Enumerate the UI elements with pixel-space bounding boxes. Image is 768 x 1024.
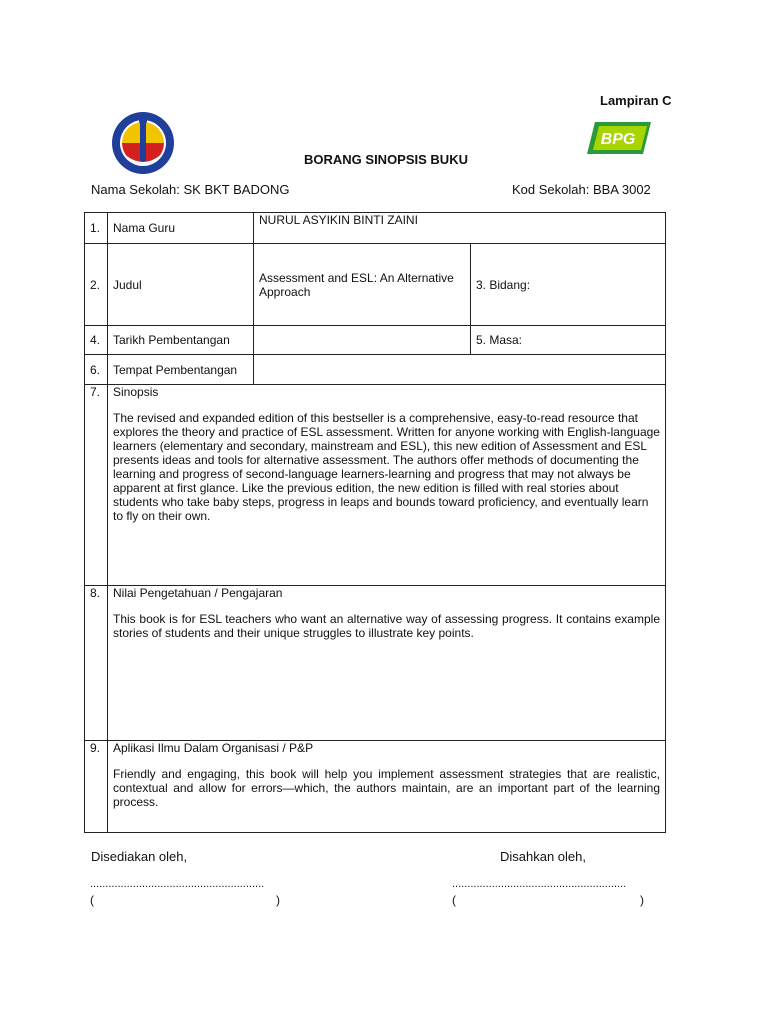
synopsis-form-table [84, 212, 666, 833]
presentation-date-label: Tarikh Pembentangan [108, 326, 254, 355]
row-synopsis [85, 385, 666, 586]
row-number: 4. [85, 326, 108, 355]
row-application [85, 741, 666, 833]
synopsis-label: Sinopsis [113, 385, 159, 399]
row-number: 8. [85, 586, 108, 741]
synopsis-cell[interactable] [108, 385, 666, 586]
knowledge-value-text: This book is for ESL teachers who want an alternative way of assessing progress. It contains example stories of students and their unique struggles to illustrate key points. [113, 612, 660, 640]
row-number: 2. [85, 244, 108, 326]
teacher-name-label: Nama Guru [108, 213, 254, 244]
title-value[interactable]: Assessment and ESL: An Alternative Approach [254, 244, 471, 326]
form-title: BORANG SINOPSIS BUKU [304, 152, 468, 167]
prepared-name-open-paren: ( [90, 893, 94, 907]
title-label: Judul [108, 244, 254, 326]
row-title [85, 244, 666, 326]
approved-name-open-paren: ( [452, 893, 456, 907]
knowledge-value-cell[interactable] [108, 586, 666, 741]
application-cell[interactable] [108, 741, 666, 833]
school-code: Kod Sekolah: BBA 3002 [512, 182, 651, 197]
row-number: 6. [85, 355, 108, 385]
row-teacher-name [85, 213, 666, 244]
row-number: 7. [85, 385, 108, 586]
prepared-name-close-paren: ) [276, 893, 280, 907]
prepared-by-label: Disediakan oleh, [91, 849, 188, 864]
approved-by-label: Disahkan oleh, [500, 849, 586, 864]
row-presentation-place [85, 355, 666, 385]
approved-signature-line[interactable]: ......................................................... [452, 878, 627, 890]
field-label[interactable]: 3. Bidang: [471, 244, 666, 326]
application-label: Aplikasi Ilmu Dalam Organisasi / P&P [113, 741, 314, 755]
presentation-place-value[interactable] [254, 355, 666, 385]
row-presentation-date [85, 326, 666, 355]
synopsis-text: The revised and expanded edition of this bestseller is a comprehensive, easy-to-read resource that explores the theory and practice of ESL assessment. Written for anyone working with English-language learners (elementary and secondary, mainstream and ESL), this new edition of Assessment and ESL presents ideas and tools for alternative assessment. The authors offer methods of documenting the learning and progress of second-language learners-learning and progress that may not always be apparent at first glance. Like the previous edition, the new edition is filled with real stories about students who take baby steps, progress in leaps and bounds toward proficiency, and eventually learn to fly on their own. [113, 411, 660, 523]
row-number: 9. [85, 741, 108, 833]
knowledge-value-label: Nilai Pengetahuan / Pengajaran [113, 586, 283, 600]
teacher-name-value[interactable]: NURUL ASYIKIN BINTI ZAINI [254, 213, 666, 244]
time-label[interactable]: 5. Masa: [471, 326, 666, 355]
bpg-logo-text: BPG [600, 131, 636, 148]
appendix-label: Lampiran C [600, 93, 672, 108]
row-knowledge-value [85, 586, 666, 741]
school-name: Nama Sekolah: SK BKT BADONG [91, 182, 290, 197]
application-text: Friendly and engaging, this book will help you implement assessment strategies that are realistic, contextual and allow for errors—which, the authors maintain, are an important part of the learning process. [113, 767, 660, 809]
presentation-date-value[interactable] [254, 326, 471, 355]
prepared-signature-line[interactable]: ......................................................... [90, 878, 265, 890]
approved-name-close-paren: ) [640, 893, 644, 907]
row-number: 1. [85, 213, 108, 244]
presentation-place-label: Tempat Pembentangan [108, 355, 254, 385]
